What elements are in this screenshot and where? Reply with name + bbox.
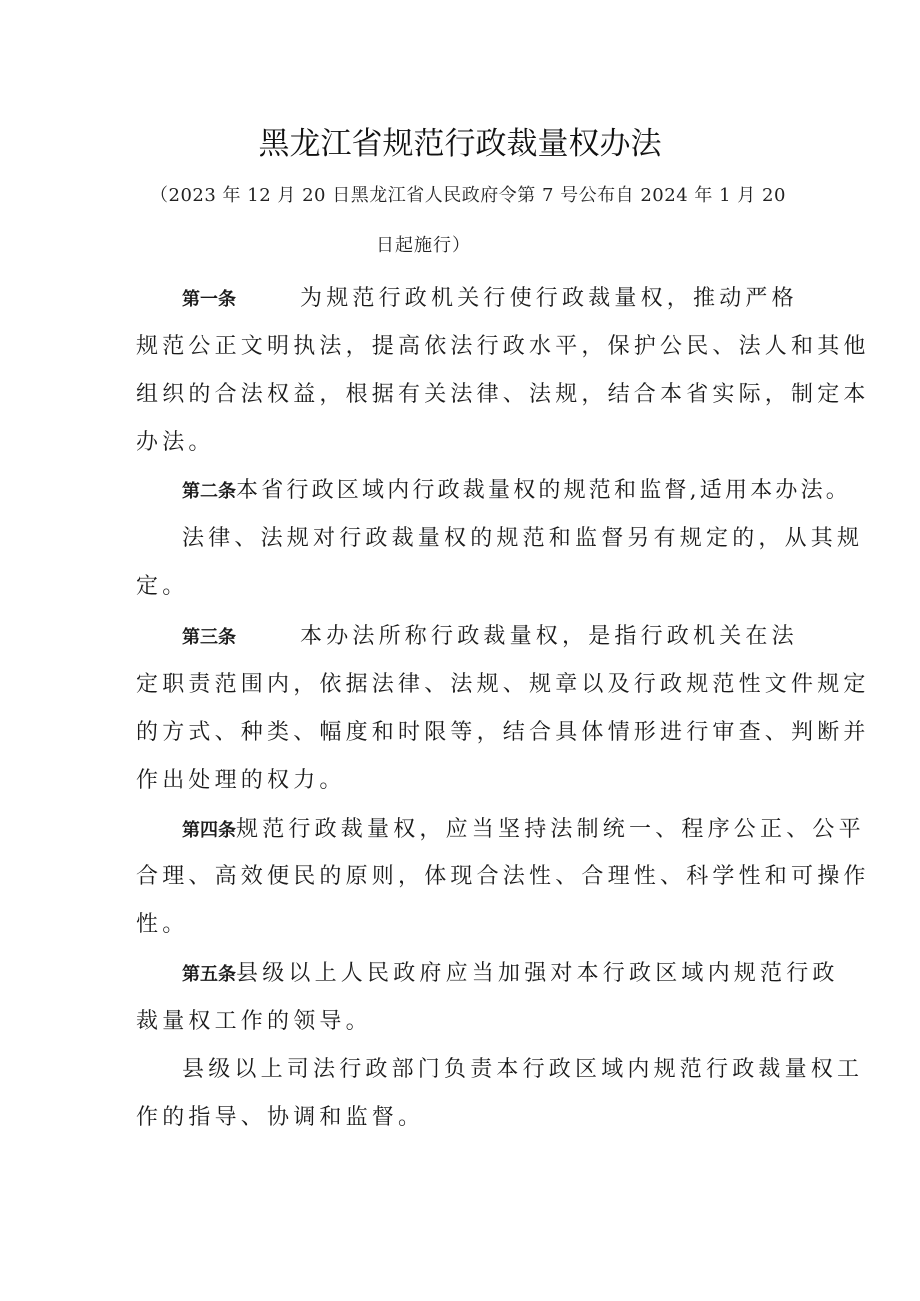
article-2-line-3: 定。 [136, 574, 189, 599]
article-3-text-1: 本办法所称行政裁量权，是指行政机关在法 [300, 624, 798, 649]
article-3-label: 第三条 [182, 627, 236, 648]
article-3-line-4: 作出处理的权力。 [136, 768, 346, 793]
article-3-line-2: 定职责范围内，依据法律、法规、规章以及行政规范性文件规定 [136, 672, 870, 697]
article-2-label: 第二条 [182, 481, 236, 502]
article-1-line-1 [182, 284, 798, 315]
article-5-line-2: 裁量权工作的领导。 [136, 1009, 372, 1034]
document-subtitle-line1: （2023 年 12 月 20 日黑龙江省人民政府令第 7 号公布自 2024 年 1 月 20 [150, 185, 786, 206]
article-3-line-3: 的方式、种类、幅度和时限等，结合具体情形进行审查、判断并 [136, 720, 870, 745]
article-5-label: 第五条 [182, 964, 236, 985]
article-5-line-4: 作的指导、协调和监督。 [136, 1105, 425, 1130]
article-4-line-3: 性。 [136, 912, 189, 937]
article-2-text-1: 本省行政区域内行政裁量权的规范和监督,适用本办法。 [236, 478, 851, 503]
article-5-line-1 [182, 959, 839, 990]
article-2-line-1 [182, 476, 851, 507]
article-1-line-2: 规范公正文明执法，提高依法行政水平，保护公民、法人和其他 [136, 334, 870, 359]
article-5-line-3: 县级以上司法行政部门负责本行政区域内规范行政裁量权工 [182, 1057, 864, 1082]
article-4-line-1 [182, 815, 865, 846]
article-4-text-1: 规范行政裁量权，应当坚持法制统一、程序公正、公平 [236, 817, 865, 842]
article-1-label: 第一条 [182, 289, 236, 310]
article-1-text-1: 为规范行政机关行使行政裁量权，推动严格 [300, 286, 798, 311]
document-subtitle-line2: 日起施行） [376, 235, 471, 256]
article-1-line-4: 办法。 [136, 430, 215, 455]
article-2-line-2: 法律、法规对行政裁量权的规范和监督另有规定的，从其规 [182, 526, 864, 551]
article-1-line-3: 组织的合法权益，根据有关法律、法规，结合本省实际，制定本 [136, 382, 870, 407]
article-4-label: 第四条 [182, 820, 236, 841]
article-3-line-1 [182, 622, 798, 653]
article-4-line-2: 合理、高效便民的原则，体现合法性、合理性、科学性和可操作 [136, 864, 870, 889]
article-5-text-1: 县级以上人民政府应当加强对本行政区域内规范行政 [236, 961, 839, 986]
document-title: 黑龙江省规范行政裁量权办法 [258, 126, 662, 162]
